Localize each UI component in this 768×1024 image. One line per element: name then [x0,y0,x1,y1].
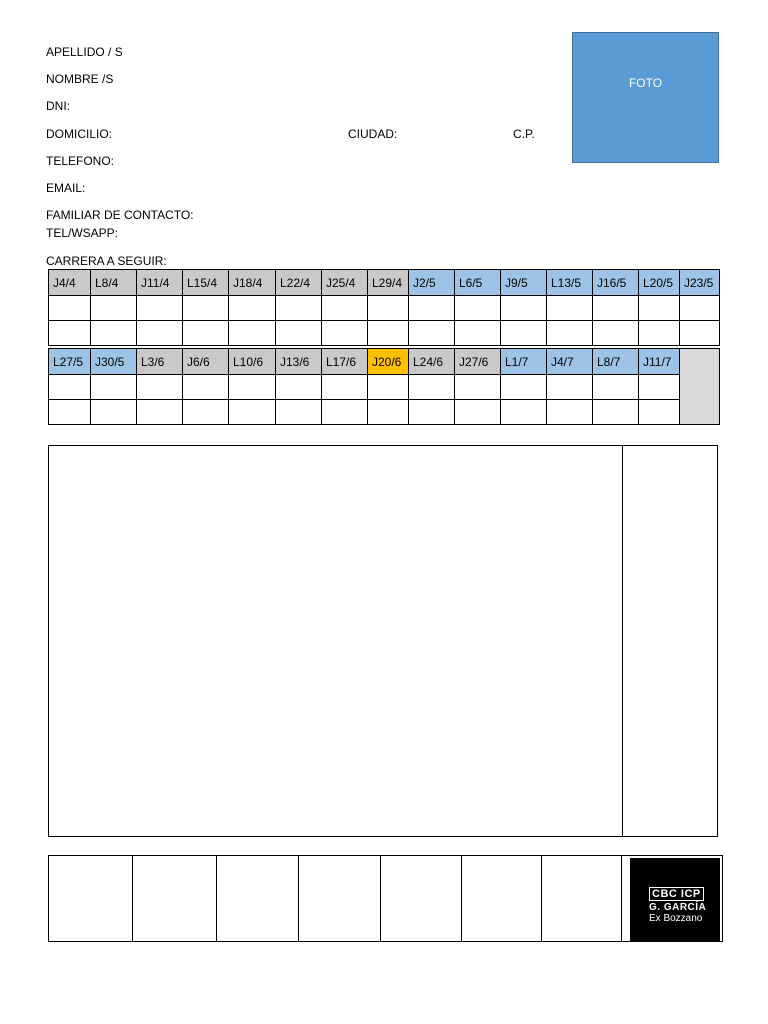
schedule-table-1 [48,269,720,346]
logo-line-1: CBC ICP [649,887,704,901]
attendance-cell[interactable] [322,321,368,346]
attendance-cell[interactable] [137,375,183,400]
attendance-cell[interactable] [593,296,639,321]
attendance-cell[interactable] [49,321,91,346]
attendance-cell[interactable] [137,296,183,321]
attendance-cell[interactable] [276,296,322,321]
date-cell: J11/7 [639,349,680,375]
attendance-cell[interactable] [322,375,368,400]
attendance-cell[interactable] [183,400,229,425]
date-cell: L17/6 [322,349,368,375]
date-cell: J13/6 [276,349,322,375]
date-cell: L8/7 [593,349,639,375]
schedule-table-2 [48,348,720,425]
date-cell: L22/4 [276,270,322,296]
date-cell: J9/5 [501,270,547,296]
attendance-cell[interactable] [409,296,455,321]
tel-wsapp-label: TEL/WSAPP: [46,226,119,240]
ciudad-label: CIUDAD: [348,127,398,141]
date-cell: J18/4 [229,270,276,296]
attendance-cell[interactable] [547,375,593,400]
date-cell: L20/5 [639,270,680,296]
attendance-cell[interactable] [368,375,409,400]
attendance-cell[interactable] [501,321,547,346]
attendance-cell[interactable] [91,321,137,346]
attendance-cell[interactable] [501,400,547,425]
attendance-cell[interactable] [137,321,183,346]
date-cell: L27/5 [49,349,91,375]
nombre-label: NOMBRE /S [46,72,114,86]
cp-label: C.P. [513,127,535,141]
attendance-cell[interactable] [229,321,276,346]
attendance-cell[interactable] [91,375,137,400]
attendance-cell[interactable] [229,400,276,425]
attendance-cell[interactable] [322,296,368,321]
attendance-cell[interactable] [455,400,501,425]
attendance-cell[interactable] [639,296,680,321]
date-cell: L10/6 [229,349,276,375]
attendance-cell[interactable] [680,321,720,346]
logo-line-3: Ex Bozzano [649,913,703,924]
date-cell: J4/4 [49,270,91,296]
attendance-cell[interactable] [91,400,137,425]
attendance-cell[interactable] [368,296,409,321]
attendance-cell[interactable] [455,321,501,346]
attendance-cell[interactable] [183,321,229,346]
date-cell: J6/6 [183,349,229,375]
notes-divider [622,446,623,836]
attendance-cell[interactable] [455,296,501,321]
date-cell: L6/5 [455,270,501,296]
photo-label: FOTO [628,76,663,90]
email-label: EMAIL: [46,181,86,195]
date-cell: J2/5 [409,270,455,296]
apellido-label: APELLIDO / S [46,45,123,59]
attendance-cell[interactable] [409,321,455,346]
attendance-cell[interactable] [639,375,680,400]
date-cell: L24/6 [409,349,455,375]
date-cell: J11/4 [137,270,183,296]
date-cell: L29/4 [368,270,409,296]
notes-box [48,445,718,837]
photo-box [572,32,719,163]
attendance-cell[interactable] [547,400,593,425]
attendance-cell[interactable] [368,321,409,346]
bottom-cell [133,856,217,941]
telefono-label: TELEFONO: [46,154,115,168]
attendance-cell[interactable] [91,296,137,321]
attendance-cell[interactable] [501,296,547,321]
attendance-cell[interactable] [276,375,322,400]
attendance-cell[interactable] [680,296,720,321]
attendance-cell[interactable] [547,296,593,321]
attendance-cell[interactable] [183,375,229,400]
attendance-cell[interactable] [409,375,455,400]
attendance-cell[interactable] [593,400,639,425]
date-cell: J30/5 [91,349,137,375]
attendance-cell[interactable] [229,375,276,400]
date-cell: L15/4 [183,270,229,296]
date-cell: J20/6 [368,349,409,375]
date-cell: J25/4 [322,270,368,296]
attendance-cell[interactable] [183,296,229,321]
attendance-cell[interactable] [229,296,276,321]
attendance-cell[interactable] [501,375,547,400]
date-cell: J23/5 [680,270,720,296]
attendance-cell[interactable] [137,400,183,425]
date-cell: L13/5 [547,270,593,296]
cbc-icp-logo [630,858,720,942]
filler-cell [680,349,720,425]
dni-label: DNI: [46,99,70,113]
attendance-cell[interactable] [49,296,91,321]
bottom-strip [48,855,723,942]
attendance-cell[interactable] [547,321,593,346]
attendance-cell[interactable] [593,375,639,400]
attendance-cell[interactable] [593,321,639,346]
logo-line-2: G. GARCÍA [649,902,707,913]
date-cell: L8/4 [91,270,137,296]
attendance-cell[interactable] [322,400,368,425]
bottom-cell [462,856,542,941]
bottom-cell [49,856,133,941]
bottom-cell [542,856,622,941]
attendance-cell[interactable] [455,375,501,400]
date-cell: L3/6 [137,349,183,375]
bottom-cell [381,856,462,941]
attendance-cell[interactable] [276,321,322,346]
bottom-cell [217,856,299,941]
date-cell: J4/7 [547,349,593,375]
attendance-cell[interactable] [49,375,91,400]
domicilio-label: DOMICILIO: [46,127,113,141]
attendance-cell[interactable] [49,400,91,425]
date-cell: L1/7 [501,349,547,375]
attendance-cell[interactable] [276,400,322,425]
date-cell: J27/6 [455,349,501,375]
bottom-cell [299,856,381,941]
familiar-contacto-label: FAMILIAR DE CONTACTO: [46,208,194,222]
date-cell: J16/5 [593,270,639,296]
carrera-label: CARRERA A SEGUIR: [46,254,167,268]
attendance-cell[interactable] [639,400,680,425]
attendance-cell[interactable] [409,400,455,425]
attendance-cell[interactable] [639,321,680,346]
attendance-cell[interactable] [368,400,409,425]
